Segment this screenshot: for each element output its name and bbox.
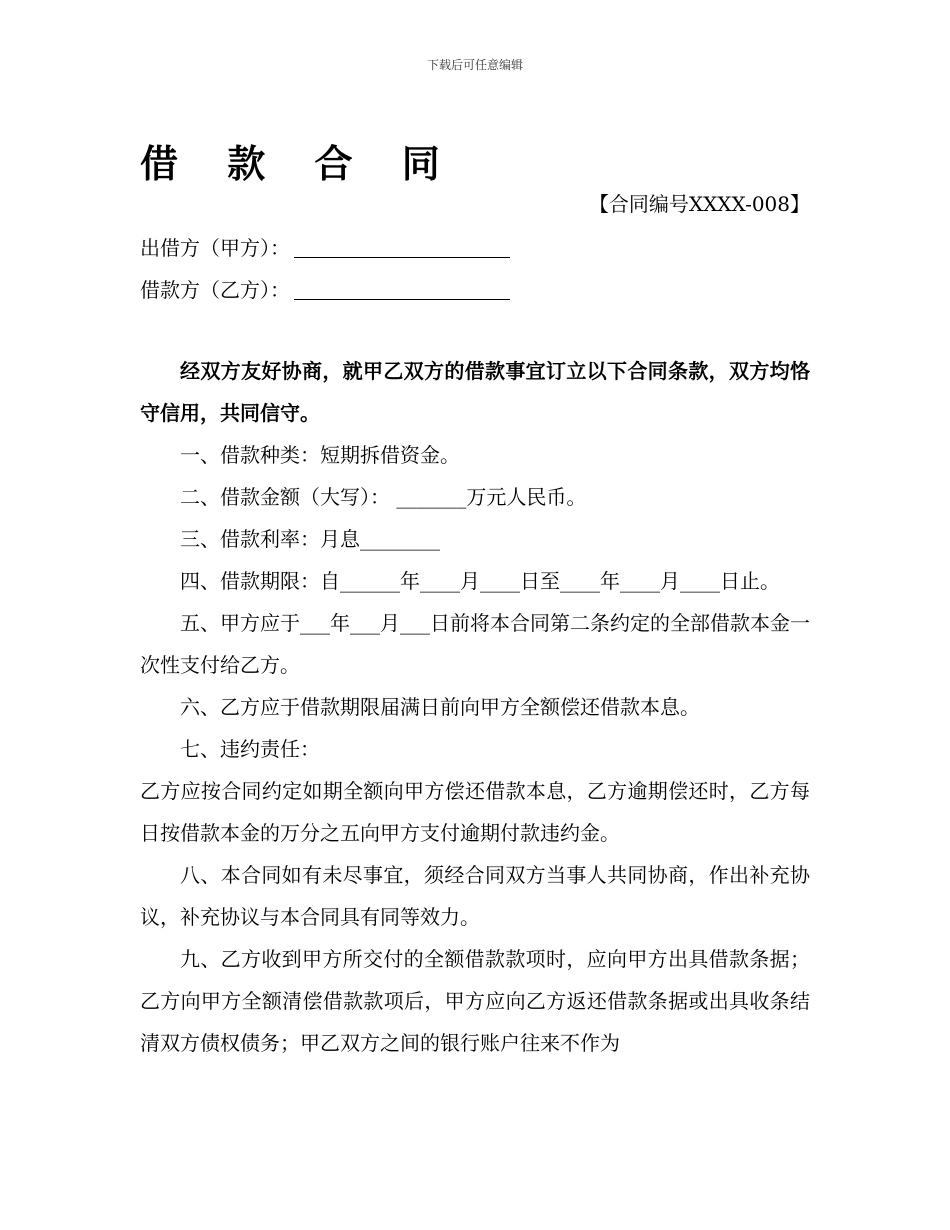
clause-2: 二、借款金额（大写）： _______万元人民币。 [180,485,587,509]
clause-5: 五、甲方应于___年___月___日前将本合同第二条约定的全部借款本金一次性支付给乙方。 [140,611,810,677]
borrower-line [140,274,510,303]
clause-4: 四、借款期限：自______年____月____日至____年____月____日止。 [180,569,780,593]
clause-8: 八、本合同如有未尽事宜，须经合同双方当事人共同协商，作出补充协议，补充协议与本合同具有同等效力。 [140,863,810,929]
document-title: 借 款 合 同 [140,142,458,186]
clause-1: 一、借款种类：短期拆借资金。 [180,443,460,467]
clause-7: 七、违约责任： [180,737,320,761]
clause-9: 九、乙方收到甲方所交付的全额借款款项时，应向甲方出具借款条据；乙方向甲方全额清偿借款款项后，甲方应向乙方返还借款条据或出具收条结清双方债权债务；甲乙双方之间的银行账户往来不作为 [140,947,810,1055]
lender-line [140,232,510,261]
contract-body [140,350,810,1064]
clause-3: 三、借款利率：月息________ [180,527,440,551]
clause-7-body: 乙方应按合同约定如期全额向甲方偿还借款本息，乙方逾期偿还时，乙方每日按借款本金的万分之五向甲方支付逾期付款违约金。 [140,779,810,845]
lender-blank [294,237,510,258]
borrower-label: 借款方（乙方）： [140,278,290,302]
intro-paragraph: 经双方友好协商，就甲乙双方的借款事宜订立以下合同条款，双方均恪守信用，共同信守。 [140,359,810,425]
clause-6: 六、乙方应于借款期限届满日前向甲方全额偿还借款本息。 [180,695,700,719]
contract-number: 【合同编号XXXX-008】 [588,192,810,216]
header-note: 下载后可任意编辑 [426,58,523,72]
borrower-blank [294,279,510,300]
lender-label: 出借方（甲方）： [140,236,290,260]
